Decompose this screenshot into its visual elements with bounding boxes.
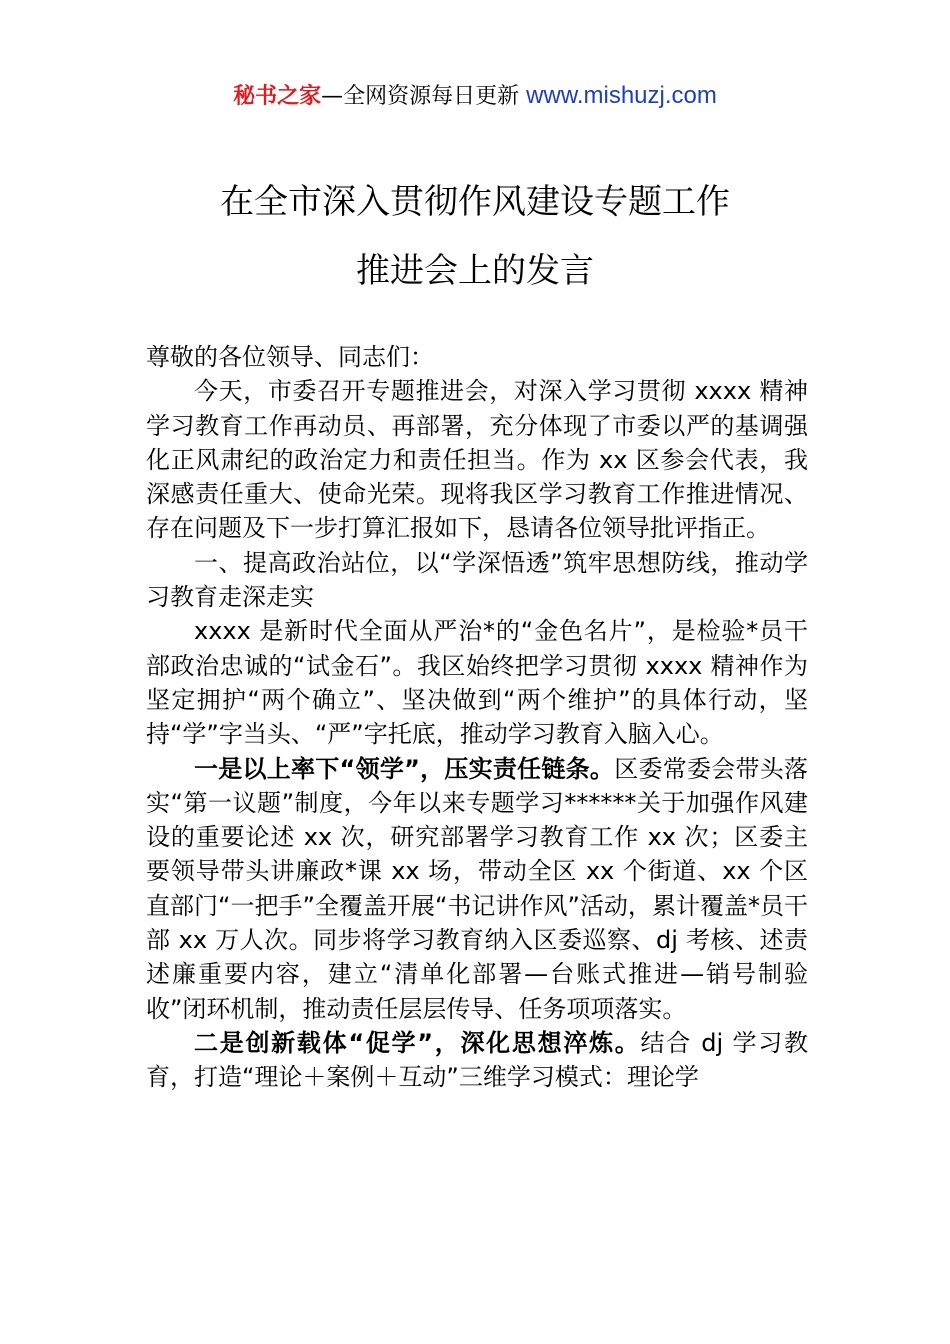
salutation: 尊敬的各位领导、同志们：: [146, 343, 434, 371]
point-1-lead: 一是以上率下“领学”，压实责任链条。: [194, 754, 615, 783]
paragraph-section-1: xxxx 是新时代全面从严治*的“金色名片”，是检验*员干部政治忠诚的“试金石”。我区始终把学习贯彻 xxxx 精神作为坚定拥护“两个确立”、坚决做到“两个维护”的具体行动，坚持“学”字当头、“严”字托底，推动学习教育入脑入心。: [146, 617, 808, 749]
point-2-lead: 二是创新载体“促学”，深化思想淬炼。: [194, 1028, 641, 1057]
document-title-line-1: 在全市深入贯彻作风建设专题工作: [220, 182, 730, 222]
paragraph-point-2: [146, 1026, 808, 1095]
point-2-text: 结合 dj 学习教育，打造“理论＋案例＋互动”三维学习模式：理论学: [146, 1028, 808, 1092]
document-body: [146, 340, 808, 1095]
point-1-text: 区委常委会带头落实“第一议题”制度，今年以来专题学习******关于加强作风建设的重要论述 xx 次，研究部署学习教育工作 xx 次；区委主要领导带头讲廉政*课 xx 场，带动全区 xx 个街道、xx 个区直部门“一把手”全覆盖开展“书记讲作风”活动，累计覆盖*员干部 xx 万人次。同步将学习教育纳入区委巡察、dj 考核、述责述廉重要内容，建立“清单化部署—台账式推进—销号制验收”闭环机制，推动责任层层传导、任务项项落实。: [146, 754, 809, 1023]
site-header: [0, 80, 950, 113]
paragraph-intro: 今天，市委召开专题推进会，对深入学习贯彻 xxxx 精神学习教育工作再动员、再部署，充分体现了市委以严的基调强化正风肃纪的政治定力和责任担当。作为 xx 区参会代表，我深感责任重大、使命光荣。现将我区学习教育工作推进情况、存在问题及下一步打算汇报如下，恳请各位领导批评指正。: [146, 377, 808, 543]
site-url[interactable]: www.mishuzj.com: [526, 82, 717, 109]
document-title-line-2: 推进会上的发言: [356, 251, 594, 291]
paragraph-point-1: [146, 752, 808, 1026]
site-brand: 秘书之家: [233, 84, 322, 109]
site-tagline: —全网资源每日更新: [321, 84, 520, 109]
section-heading-1: 一、提高政治站位，以“学深悟透”筑牢思想防线，推动学习教育走深走实: [146, 548, 808, 612]
